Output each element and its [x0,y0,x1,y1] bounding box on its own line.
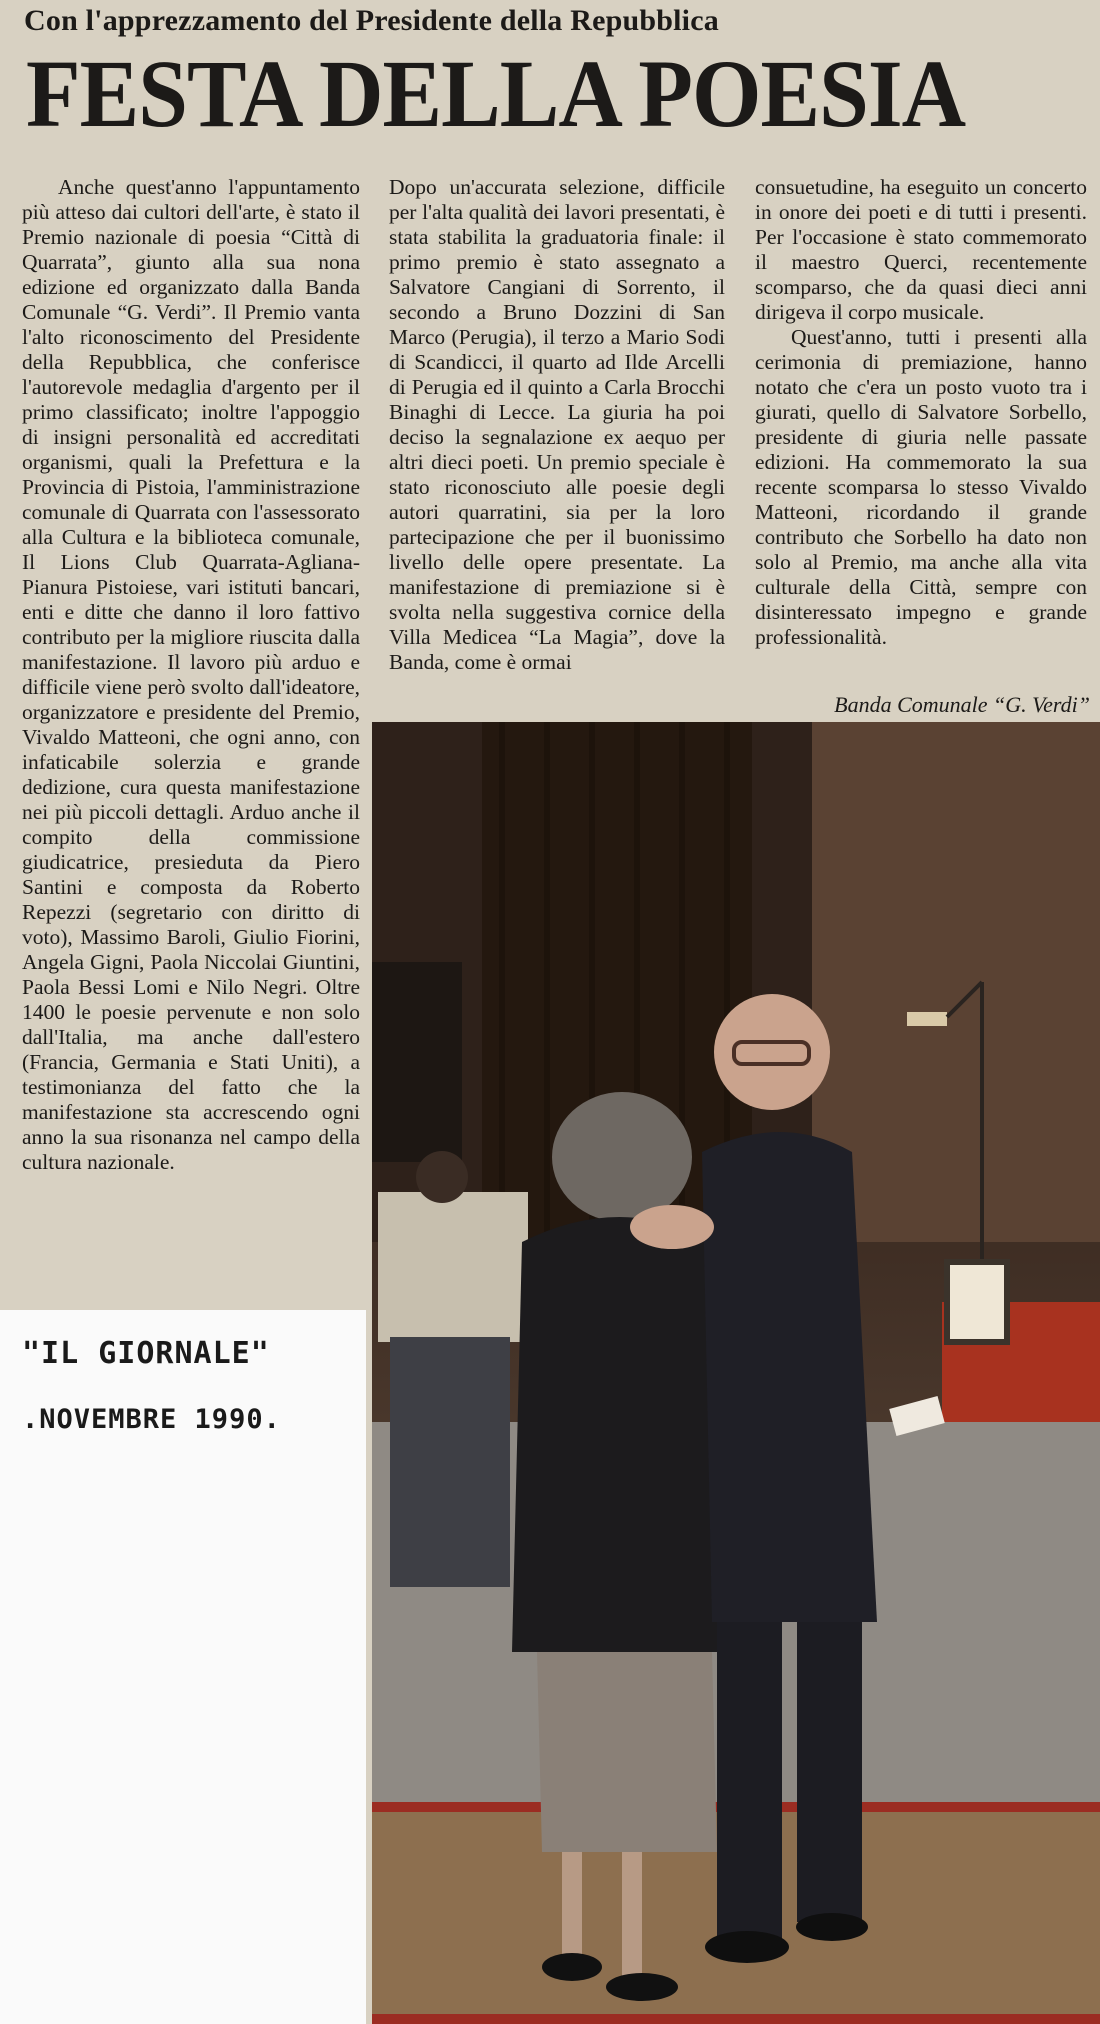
article-signature: Banda Comunale “G. Verdi” [834,692,1090,717]
column-1-paragraph-1: Anche quest'anno l'appuntamento più atteso dai cultori dell'arte, è stato il Premio nazionale di poesia “Città di Quarrata”, giunto alla sua nona edizione ed organizzato dalla Banda Comunale “G. Verdi”. Il Premio vanta l'alto riconoscimento del Presidente della Repubblica, che conferisce l'autorevole medaglia d'argento per il primo classificato; inoltre l'appoggio di insigni personalità ed accreditati organismi, quali la Prefettura e la Provincia di Pistoia, l'amministrazione comunale di Quarrata con l'assessorato alla Cultura e la biblioteca comunale, Il Lions Club Quarrata-Agliana-Pianura Pistoiese, vari istituti bancari, enti e ditte che danno il loro fattivo contributo per la migliore riuscita dalla manifestazione. Il lavoro più arduo e difficile viene però svolto dall'ideatore, organizzatore e presidente del Premio, Vivaldo Matteoni, che ogni anno, con infaticabile solerzia e grande dedizione, cura questa manifestazione nei più piccoli dettagli. Arduo anche il compito della commissione giudicatrice, presieduta da Piero Santini e composta da Roberto Repezzi (segretario con diritto di voto), Massimo Baroli, Giulio Fiorini, Angela Gigni, Paola Niccolai Giuntini, Paola Bessi Lomi e Nilo Negri. Oltre 1400 le poesie pervenute e non solo dall'Italia, ma anche dall'estero (Francia, Germania e Stati Uniti), a testimonianza del fatto che la manifestazione sta accrescendo ogni anno la sua risonanza nel campo della cultura nazionale. [22,175,360,1174]
column-3-paragraph-1: consuetudine, ha eseguito un concerto in onore dei poeti e di tutti i presenti. Per l'occasione è stato commemorato il maestro Querci, recentemente scomparso, che da quasi dieci anni dirigeva il corpo musicale. [755,175,1087,324]
handwritten-date: .NOVEMBRE 1990. [22,1404,281,1435]
handwritten-source: "IL GIORNALE" [22,1336,270,1371]
column-2-paragraph-1: Dopo un'accurata selezione, difficile per l'alta qualità dei lavori presentati, è stata stabilita la graduatoria finale: il primo premio è stato assegnato a Salvatore Cangiani di Sorrento, il secondo a Bruno Dozzini di San Marco (Perugia), il terzo a Mario Sodi di Scandicci, il quarto ad Ilde Arcelli di Perugia ed il quinto a Carla Brocchi Binaghi di Lecce. La giuria ha poi deciso la segnalazione ex aequo per altri dieci poeti. Un premio speciale è stato riconosciuto alle poesie degli autori quarratini, sia per la loro partecipazione che per il buonissimo livello delle opere presentate. La manifestazione di premiazione si è svolta nella suggestiva cornice della Villa Medicea “La Magia”, dove la Banda, come è ormai [389,175,725,674]
article-kicker: Con l'apprezzamento del Presidente della Repubblica [24,4,719,37]
event-photo-illustration [372,722,1100,2024]
article-headline: FESTA DELLA POESIA [26,40,966,147]
article-column-2 [389,175,725,720]
article-column-3 [755,175,1087,720]
event-photo [372,722,1100,2024]
article-column-1 [22,175,360,1295]
column-3-paragraph-2: Quest'anno, tutti i presenti alla cerimonia di premiazione, hanno notato che c'era un posto vuoto tra i giurati, quello di Salvatore Sorbello, presidente di giuria nelle passate edizioni. Ha commemorato la sua recente scomparsa lo stesso Vivaldo Matteoni, ricordando il grande contributo che Sorbello ha dato non solo al Premio, ma anche alla vita culturale della Città, sempre con disinteressato impegno e grande professionalità. [755,325,1087,649]
